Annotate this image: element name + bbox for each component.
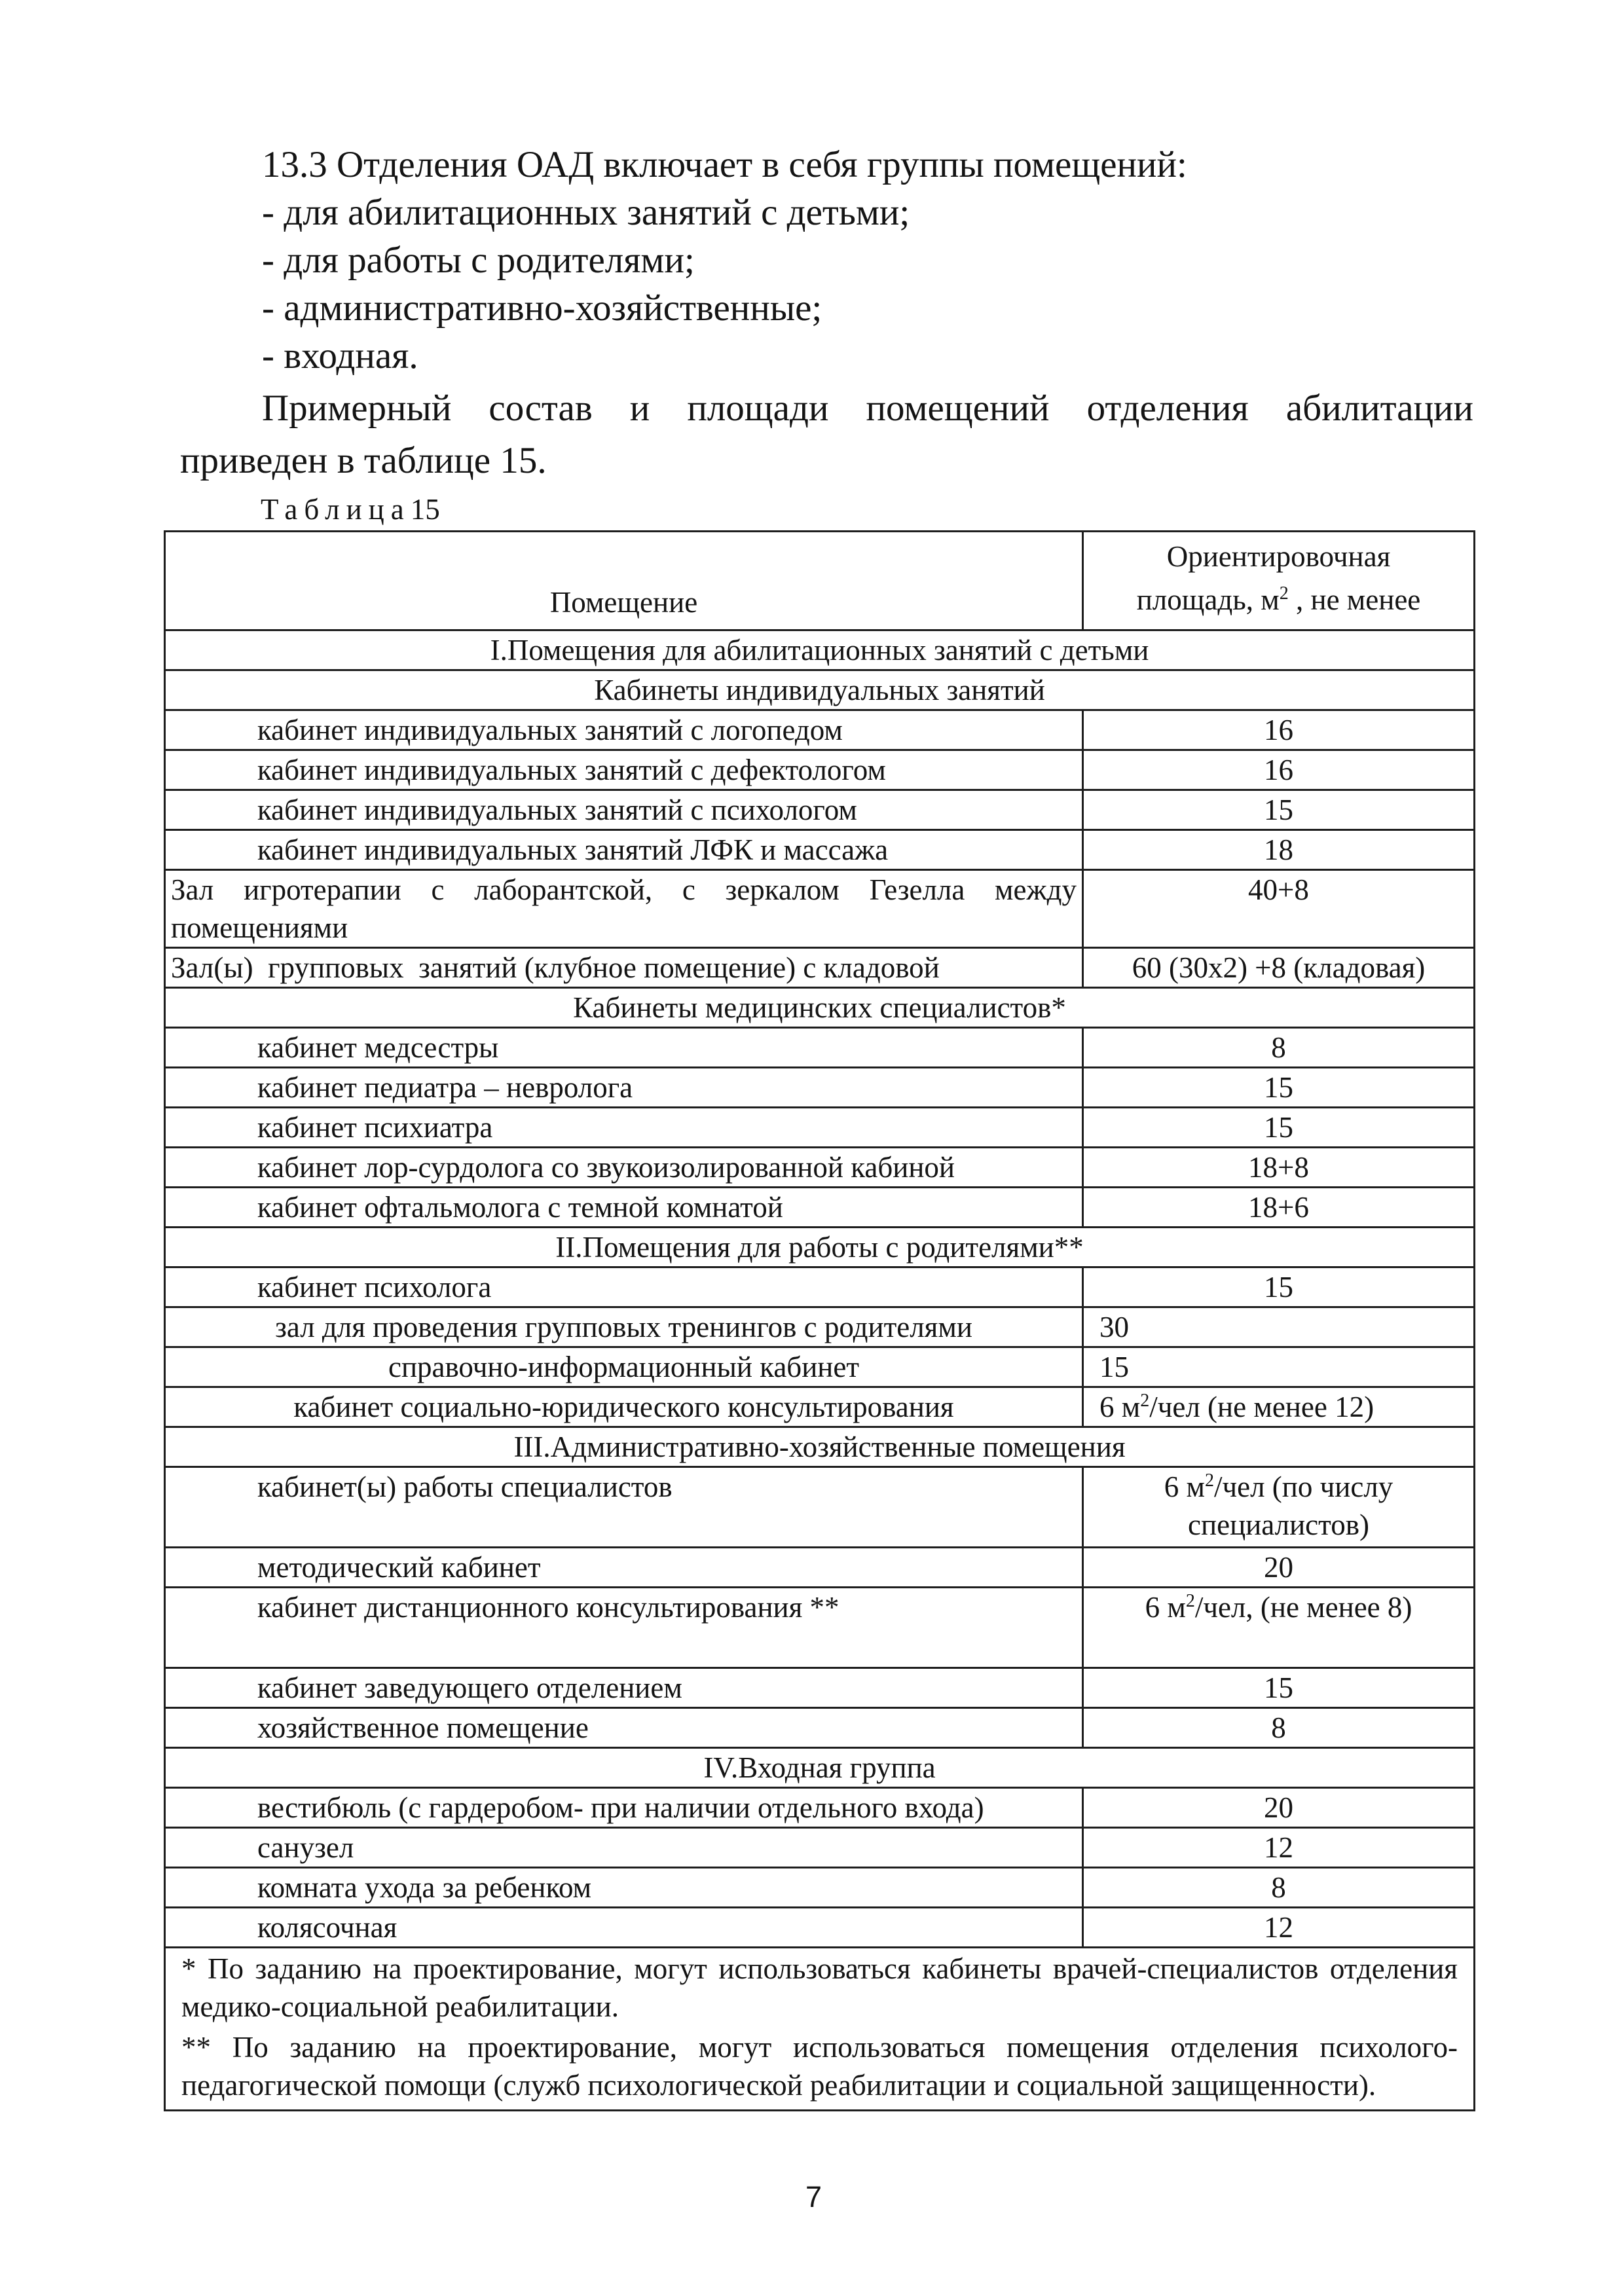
header-area-line2-tail: , не менее [1288, 583, 1421, 616]
room-area: 20 [1083, 1548, 1475, 1588]
room-name: кабинет заведующего отделением [165, 1668, 1083, 1708]
room-area-unit: /чел, (не менее 8) [1194, 1591, 1412, 1624]
room-area-unit: /чел (по числу [1213, 1470, 1393, 1503]
table-row [165, 1548, 1475, 1588]
room-area: 12 [1083, 1828, 1475, 1868]
room-area-value: 6 м [1099, 1391, 1141, 1423]
table-row [165, 750, 1475, 790]
room-name: хозяйственное помещение [165, 1708, 1083, 1748]
room-name: колясочная [165, 1908, 1083, 1948]
footnote-2: ** По заданию на проектирование, могут использоваться помещения отделения психолого-педагогической помощи (служб психологической реабилитации и социальной защищенности). [181, 2031, 1458, 2102]
room-area-sup: 2 [1185, 1591, 1195, 1611]
section-row [165, 1427, 1475, 1467]
footnotes [165, 1948, 1475, 2111]
room-name: методический кабинет [165, 1548, 1083, 1588]
table-caption [261, 492, 440, 526]
table-row [165, 1908, 1475, 1948]
section-title: I.Помещения для абилитационных занятий с детьми [165, 630, 1475, 670]
room-name: кабинет индивидуальных занятий ЛФК и массажа [165, 830, 1083, 870]
section-title: II.Помещения для работы с родителями** [165, 1228, 1475, 1267]
header-area-line1: Ориентировочная [1166, 540, 1391, 573]
table-row [165, 1788, 1475, 1828]
rooms-table [164, 530, 1475, 2111]
table-row [165, 1467, 1475, 1548]
room-name: кабинет индивидуальных занятий с психологом [165, 790, 1083, 830]
table-row [165, 1668, 1475, 1708]
room-area: 18+8 [1083, 1148, 1475, 1188]
room-area: 8 [1083, 1028, 1475, 1068]
room-name: кабинет офтальмолога с темной комнатой [165, 1188, 1083, 1228]
page-number: 7 [805, 2180, 822, 2214]
room-area: 15 [1083, 1068, 1475, 1108]
room-name: кабинет психолога [165, 1267, 1083, 1307]
table-row [165, 1868, 1475, 1908]
room-name: кабинет дистанционного консультирования ** [165, 1588, 1083, 1668]
table-row [165, 1068, 1475, 1108]
header-area-sup: 2 [1279, 583, 1289, 604]
room-name: кабинет педиатра – невролога [165, 1068, 1083, 1108]
subsection-row [165, 670, 1475, 710]
room-name: Зал игротерапии с лаборантской, с зеркалом Гезелла между помещениями [165, 870, 1083, 948]
room-area: 16 [1083, 710, 1475, 750]
table-row [165, 1028, 1475, 1068]
list-item: - административно-хозяйственные; [262, 287, 822, 329]
subsection-row [165, 988, 1475, 1028]
room-area: 15 [1083, 1267, 1475, 1307]
subsection-title: Кабинеты медицинских специалистов* [165, 988, 1475, 1028]
room-area: 8 [1083, 1868, 1475, 1908]
table-header-row [165, 532, 1475, 630]
table-row [165, 1828, 1475, 1868]
table-row [165, 1588, 1475, 1668]
room-name: кабинет(ы) работы специалистов [165, 1467, 1083, 1548]
header-area [1083, 532, 1475, 630]
section-row [165, 630, 1475, 670]
intro-section [180, 141, 1473, 487]
room-area [1083, 1387, 1475, 1427]
table-row [165, 1347, 1475, 1387]
header-room: Помещение [165, 532, 1083, 630]
table-row [165, 948, 1475, 988]
room-name: кабинет индивидуальных занятий с логопедом [165, 710, 1083, 750]
table-row [165, 1148, 1475, 1188]
table-row [165, 1108, 1475, 1148]
room-area: 60 (30х2) +8 (кладовая) [1083, 948, 1475, 988]
room-name: кабинет лор-сурдолога со звукоизолированной кабиной [165, 1148, 1083, 1188]
table-row [165, 1188, 1475, 1228]
room-area: 12 [1083, 1908, 1475, 1948]
room-area [1083, 1588, 1475, 1668]
room-area-unit: /чел (не менее 12) [1149, 1391, 1375, 1423]
table-row [165, 830, 1475, 870]
room-name: кабинет индивидуальных занятий с дефектологом [165, 750, 1083, 790]
room-name: санузел [165, 1828, 1083, 1868]
room-area-value: 6 м [1164, 1470, 1205, 1503]
intro-paragraph: Примерный состав и площади помещений отделения абилитации [262, 388, 1473, 429]
room-area: 15 [1083, 1347, 1475, 1387]
list-item: - входная. [262, 335, 418, 376]
section-row [165, 1748, 1475, 1788]
room-area: 15 [1083, 1668, 1475, 1708]
room-name: комната ухода за ребенком [165, 1868, 1083, 1908]
room-area: 30 [1083, 1307, 1475, 1347]
room-name: справочно-информационный кабинет [165, 1347, 1083, 1387]
section-title: IV.Входная группа [165, 1748, 1475, 1788]
table-row [165, 710, 1475, 750]
room-area: 20 [1083, 1788, 1475, 1828]
table-row [165, 1267, 1475, 1307]
section-heading: 13.3 Отделения ОАД включает в себя группы помещений: [262, 144, 1187, 185]
room-area: 15 [1083, 1108, 1475, 1148]
room-name: Зал(ы) групповых занятий (клубное помещение) с кладовой [165, 948, 1083, 988]
section-row [165, 1228, 1475, 1267]
table-row [165, 870, 1475, 948]
table-row [165, 1387, 1475, 1427]
list-item: - для абилитационных занятий с детьми; [262, 192, 910, 233]
room-name: зал для проведения групповых тренингов с родителями [165, 1307, 1083, 1347]
table-row [165, 1307, 1475, 1347]
room-name: вестибюль (с гардеробом- при наличии отдельного входа) [165, 1788, 1083, 1828]
room-area: 15 [1083, 790, 1475, 830]
header-area-line2: площадь, м [1136, 583, 1280, 616]
room-name: кабинет психиатра [165, 1108, 1083, 1148]
subsection-title: Кабинеты индивидуальных занятий [165, 670, 1475, 710]
room-area: 18+6 [1083, 1188, 1475, 1228]
section-title: III.Административно-хозяйственные помещения [165, 1427, 1475, 1467]
footnote-1: * По заданию на проектирование, могут использоваться кабинеты врачей-специалистов отделения медико-социальной реабилитации. [181, 1952, 1458, 2023]
room-name: кабинет медсестры [165, 1028, 1083, 1068]
table-row [165, 790, 1475, 830]
room-area-sup: 2 [1140, 1391, 1150, 1411]
room-area: 8 [1083, 1708, 1475, 1748]
room-area-value: 6 м [1145, 1591, 1186, 1624]
table-caption-word: Таблица [261, 493, 411, 526]
footnote-row [165, 1948, 1475, 2111]
table-caption-number: 15 [410, 493, 440, 526]
room-area [1083, 1467, 1475, 1548]
list-item: - для работы с родителями; [262, 240, 695, 281]
room-area: 40+8 [1083, 870, 1475, 948]
room-name: кабинет социально-юридического консультирования [165, 1387, 1083, 1427]
room-area-sup: 2 [1204, 1470, 1214, 1491]
room-area: 16 [1083, 750, 1475, 790]
room-area-note: специалистов) [1188, 1508, 1369, 1541]
room-area: 18 [1083, 830, 1475, 870]
table-row [165, 1708, 1475, 1748]
intro-paragraph-tail: приведен в таблице 15. [180, 440, 547, 481]
